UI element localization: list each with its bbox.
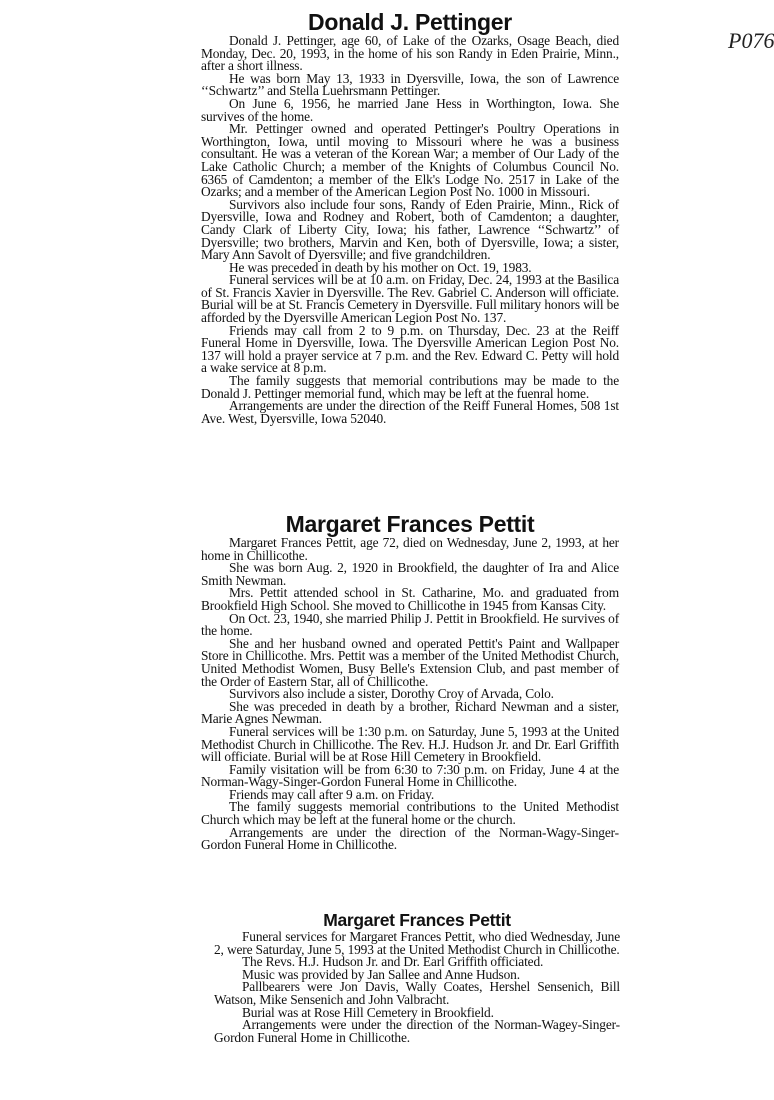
obituary-paragraph: The Revs. H.J. Hudson Jr. and Dr. Earl Griffith officiated.: [242, 954, 544, 970]
obituary-paragraph: Funeral services will be at 10 a.m. on Friday, Dec. 24, 1993 at the Basilica of St. Francis Xavier in Dyersville. The Rev. Gabriel C. Anderson will officiate. Burial will be at St. Francis Cemetery in Dyersville. Full military honors will be afforded by the Dyersville American Legion Post No. 137.: [201, 272, 619, 326]
obituary-paragraph: The family suggests that memorial contributions may be made to the Donald J. Pettinger memorial fund, which may be left at the fuenral home.: [201, 373, 619, 401]
obituary-paragraph: Family visitation will be from 6:30 to 7:30 p.m. on Friday, June 4 at the Norman-Wagy-Singer-Gordon Funeral Home in Chillicothe.: [201, 761, 619, 790]
handwritten-page-mark: P076: [728, 28, 774, 53]
obituary-paragraph: Mrs. Pettit attended school in St. Catharine, Mo. and graduated from Brookfield High School. She moved to Chillicothe in 1945 from Kansas City.: [201, 585, 619, 613]
obituary-paragraph: Mr. Pettinger owned and operated Pettinger's Poultry Operations in Worthington, Iowa, until moving to Missouri where he was a business consultant. He was a veteran of the Korean War; a member of Our Lady of the Lake Catholic Church; a member of the Knights of Columbus Council No. 6365 of Camdenton; a member of the Elk's Lodge No. 2517 in Lake of the Ozarks; and a member of the American Legion Post No. 1000 in Missouri.: [201, 121, 619, 200]
obituary-paragraph: She and her husband owned and operated Pettit's Paint and Wallpaper Store in Chillicothe. Mrs. Pettit was a member of the United Methodist Church, United Methodist Women, Busy Belle's Extension Club, and past member of the Order of Eastern Star, all of Chillicothe.: [201, 635, 619, 689]
funeral-notice-margaret-pettit: [214, 909, 620, 1044]
obituary-paragraph: She was born Aug. 2, 1920 in Brookfield, the daughter of Ira and Alice Smith Newman.: [201, 560, 619, 588]
obituary-paragraph: He was preceded in death by his mother on Oct. 19, 1983.: [229, 259, 532, 275]
obituary-paragraph: Arrangements were under the direction of the Norman-Wagey-Singer-Gordon Funeral Home in Chillicothe.: [214, 1017, 620, 1045]
obituary-title: Donald J. Pettinger: [308, 9, 512, 35]
obituary-title: Margaret Frances Pettit: [323, 910, 511, 930]
obituary-paragraph: Arrangements are under the direction of the Norman-Wagy-Singer-Gordon Funeral Home in Chillicothe.: [201, 824, 619, 853]
obituary-paragraph: Funeral services will be 1:30 p.m. on Saturday, June 5, 1993 at the United Methodist Church in Chillicothe. The Rev. H.J. Hudson Jr. and Dr. Earl Griffith will officiate. Burial will be at Rose Hill Cemetery in Brookfield.: [201, 723, 619, 765]
obituary-paragraph: Survivors also include a sister, Dorothy Croy of Arvada, Colo.: [229, 686, 554, 702]
obituary-paragraph: Arrangements are under the direction of the Reiff Funeral Homes, 508 1st Ave. West, Dyersville, Iowa 52040.: [201, 398, 619, 426]
obituary-paragraph: Margaret Frances Pettit, age 72, died on Wednesday, June 2, 1993, at her home in Chillicothe.: [201, 535, 619, 563]
obituary-paragraph: The family suggests memorial contributions to the United Methodist Church which may be left at the funeral home or the church.: [201, 799, 619, 828]
obituary-paragraph: He was born May 13, 1933 in Dyersville, Iowa, the son of Lawrence ‘‘Schwartz’’ and Stella Luehrsmann Pettinger.: [201, 70, 619, 99]
obituary-margaret-pettit: [201, 511, 619, 852]
obituary-paragraph: Funeral services for Margaret Frances Pettit, who died Wednesday, June 2, were Saturday, June 5, 1993 at the United Methodist Church in Chillicothe.: [214, 929, 620, 957]
obituary-paragraph: On Oct. 23, 1940, she married Philip J. Pettit in Brookfield. He survives of the home.: [201, 610, 619, 639]
obituary-title: Margaret Frances Pettit: [285, 511, 535, 537]
obituary-paragraph: Survivors also include four sons, Randy of Eden Prairie, Minn., Rick of Dyersville, Iowa and Rodney and Robert, both of Camdenton; a daughter, Candy Clark of Liberty City, Iowa; his father, Lawrence ‘‘Schwartz’’ of Dyersville; two brothers, Marvin and Ken, both of Dyersville, Iowa; a sister, Mary Ann Savolt of Dyersville; and five grandchildren.: [201, 196, 619, 263]
obituary-paragraph: Donald J. Pettinger, age 60, of Lake of the Ozarks, Osage Beach, died Monday, Dec. 20, 1993, in the home of his son Randy in Eden Prairie, Minn., after a short illness.: [201, 33, 619, 74]
obituary-donald-pettinger: [201, 9, 619, 425]
obituary-paragraph: Friends may call after 9 a.m. on Friday.: [229, 786, 435, 802]
obituary-paragraph: On June 6, 1956, he married Jane Hess in Worthington, Iowa. She survives of the home.: [201, 95, 619, 124]
obituary-paragraph: Friends may call from 2 to 9 p.m. on Thursday, Dec. 23 at the Reiff Funeral Home in Dyersville, Iowa. The Dyersville American Legion Post No. 137 will hold a prayer service at 7 p.m. and the Rev. Edward C. Petty will hold a wake service at 8 p.m.: [201, 322, 619, 376]
obituary-paragraph: Music was provided by Jan Sallee and Anne Hudson.: [242, 966, 520, 982]
obituary-paragraph: Pallbearers were Jon Davis, Wally Coates, Hershel Sensenich, Bill Watson, Mike Sensenich and John Valbracht.: [214, 979, 620, 1007]
obituary-paragraph: Burial was at Rose Hill Cemetery in Brookfield.: [242, 1004, 494, 1020]
obituary-paragraph: She was preceded in death by a brother, Richard Newman and a sister, Marie Agnes Newman.: [201, 698, 619, 727]
